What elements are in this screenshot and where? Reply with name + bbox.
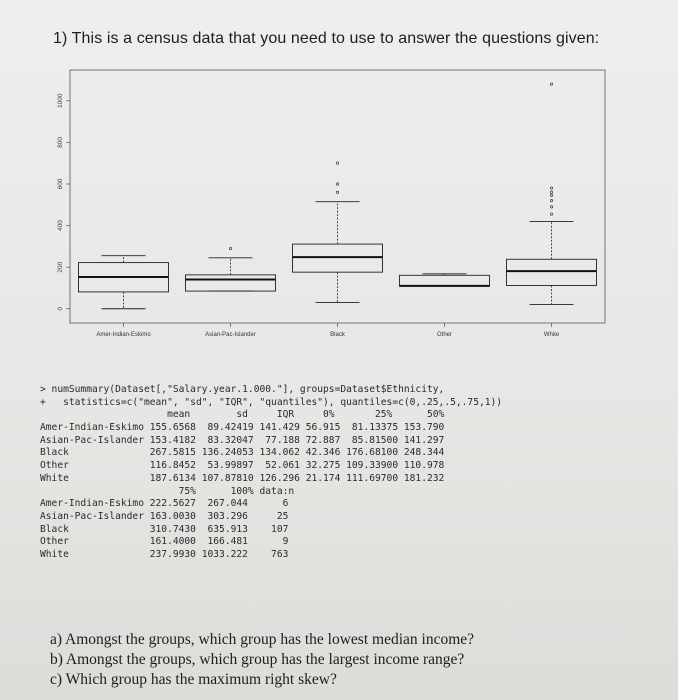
r-output-line: Asian-Pac-Islander 163.0030 303.296 25 — [40, 510, 289, 522]
x-tick-label: White — [543, 332, 560, 338]
outlier-point — [550, 83, 552, 85]
outlier-point — [229, 247, 231, 249]
box-asian-pac-islander — [186, 247, 276, 291]
r-output-line: 75% 100% data:n — [40, 485, 295, 497]
outlier-point — [336, 162, 338, 164]
x-tick-label: Black — [330, 332, 345, 338]
outlier-point — [336, 191, 338, 193]
boxes-group — [79, 83, 597, 309]
box-other — [400, 274, 490, 286]
iqr-box — [186, 275, 276, 291]
y-tick-label: 200 — [57, 261, 64, 273]
r-console-output — [40, 384, 502, 562]
iqr-box — [400, 275, 490, 286]
y-tick-label: 600 — [57, 178, 64, 190]
x-tick-label: Other — [436, 332, 453, 338]
y-tick-label: 1000 — [57, 93, 64, 109]
question-c: c) Which group has the maximum right skew? — [50, 671, 337, 688]
y-tick-label: 800 — [57, 136, 64, 148]
box-white — [507, 83, 597, 305]
outlier-point — [550, 194, 552, 196]
question-list — [50, 630, 474, 690]
box-amer-indian-eskimo — [79, 256, 169, 309]
y-axis — [57, 93, 70, 310]
r-output-line: Black 310.7430 635.913 107 — [40, 523, 289, 535]
question-heading: 1) This is a census data that you need to use to answer the questions given: — [53, 30, 600, 47]
r-output-line: Asian-Pac-Islander 153.4182 83.32047 77.188 72.887 85.81500 141.297 — [40, 434, 445, 446]
outlier-point — [336, 183, 338, 185]
question-a: a) Amongst the groups, which group has the lowest median income? — [50, 631, 475, 648]
x-tick-label: Asian-Pac-Islander — [205, 332, 256, 338]
outlier-point — [550, 206, 552, 208]
r-output-line: Other 161.4000 166.481 9 — [40, 536, 289, 548]
r-output-line: White 187.6134 107.87810 126.296 21.174 111.69700 181.232 — [40, 472, 445, 484]
outlier-point — [550, 199, 552, 201]
outlier-point — [550, 191, 552, 193]
question-b: b) Amongst the groups, which group has the largest income range? — [50, 651, 465, 668]
x-tick-label: Amer-Indian-Eskimo — [96, 332, 151, 338]
r-output-line: mean sd IQR 0% 25% 50% — [40, 409, 445, 421]
r-output-line: Black 267.5815 136.24053 134.062 42.346 176.68100 248.344 — [40, 447, 445, 459]
x-axis — [96, 323, 560, 338]
box-black — [293, 162, 383, 303]
r-output-line: > numSummary(Dataset[,"Salary.year.1.000."], groups=Dataset$Ethnicity, — [40, 384, 445, 395]
r-output-line: Amer-Indian-Eskimo 222.5627 267.044 6 — [40, 498, 289, 510]
iqr-box — [507, 259, 597, 285]
r-output-line: Amer-Indian-Eskimo 155.6568 89.42419 141.429 56.915 81.13375 153.790 — [40, 422, 445, 434]
y-tick-label: 400 — [57, 220, 64, 232]
r-output-line: + statistics=c("mean", "sd", "IQR", "quantiles"), quantiles=c(0,.25,.5,.75,1)) — [40, 396, 503, 408]
y-tick-label: 0 — [57, 306, 64, 311]
r-output-line: Other 116.8452 53.99897 52.061 32.275 109.33900 110.978 — [40, 460, 445, 472]
outlier-point — [550, 213, 552, 215]
r-output-line: White 237.9930 1033.222 763 — [40, 548, 289, 560]
outlier-point — [550, 187, 552, 189]
